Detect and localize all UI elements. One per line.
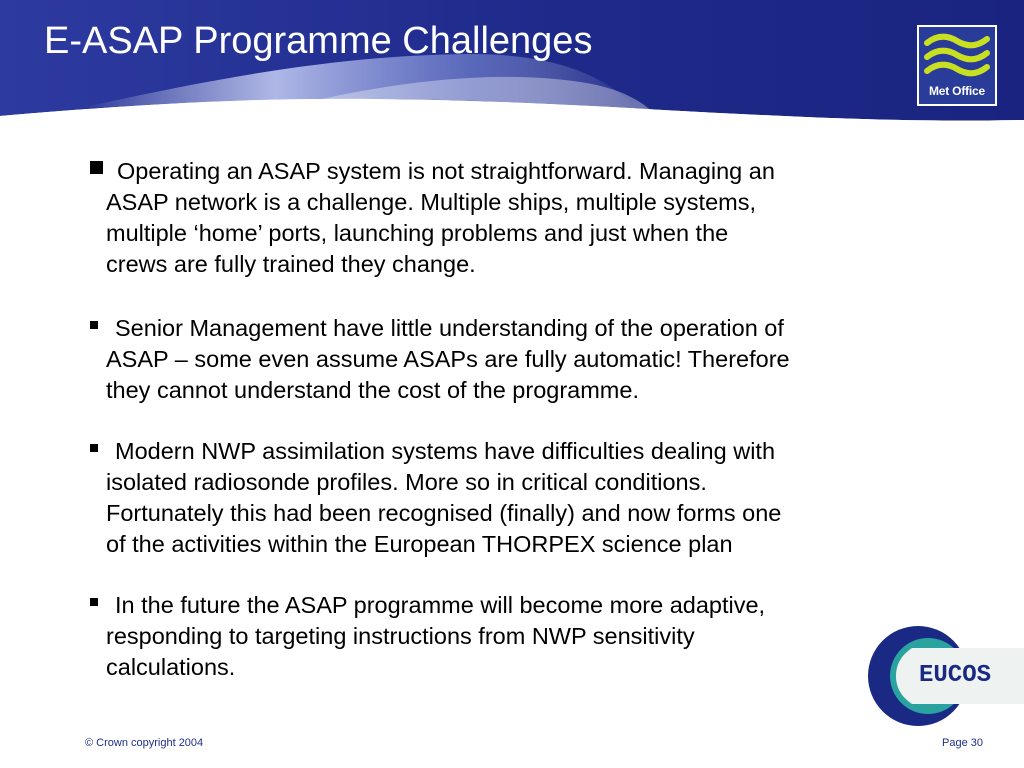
bullet-marker-icon	[90, 598, 98, 606]
logo-text: Met Office	[928, 84, 985, 98]
bullet-line: ASAP network is a challenge. Multiple ships, multiple systems,	[106, 189, 757, 215]
bullet-marker-icon	[90, 444, 98, 452]
footer-page-number: Page 30	[942, 737, 983, 749]
bullet-line: isolated radiosonde profiles. More so in critical conditions.	[106, 469, 707, 495]
bullet-line: Fortunately this had been recognised (finally) and now forms one	[106, 500, 782, 526]
bullet-marker-icon	[90, 161, 103, 174]
slide-title: E-ASAP Programme Challenges	[44, 20, 593, 62]
bullet-line: they cannot understand the cost of the programme.	[106, 377, 639, 403]
bullet-line: of the activities within the European THORPEX science plan	[106, 531, 733, 557]
bullet-line: Senior Management have little understanding of the operation of	[115, 315, 784, 341]
footer-copyright: © Crown copyright 2004	[85, 737, 204, 749]
bullet-line: In the future the ASAP programme will become more adaptive,	[115, 592, 766, 618]
eucos-logo-text: EUCOS	[919, 662, 992, 689]
bullet-marker-icon	[90, 321, 98, 329]
bullet-line: Modern NWP assimilation systems have difficulties dealing with	[115, 438, 776, 464]
bullet-line: multiple ‘home’ ports, launching problems and just when the	[106, 220, 729, 246]
bullet-line: responding to targeting instructions from NWP sensitivity	[106, 623, 695, 649]
bullet-line: Operating an ASAP system is not straightforward. Managing an	[117, 158, 775, 184]
bullet-line: ASAP – some even assume ASAPs are fully automatic! Therefore	[106, 346, 790, 372]
bullet-line: crews are fully trained they change.	[106, 251, 476, 277]
bullet-line: calculations.	[106, 654, 236, 680]
